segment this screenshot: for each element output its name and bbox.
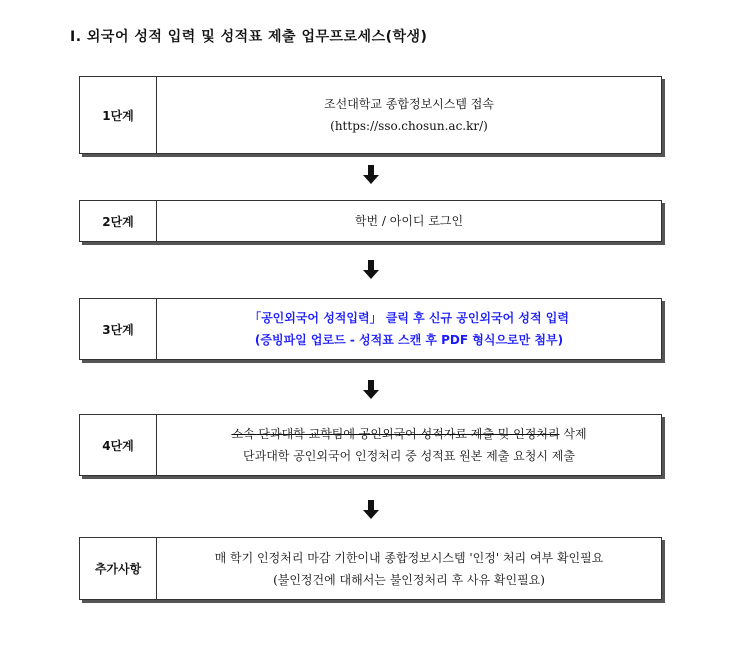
arrow-down-icon [362, 165, 380, 185]
step-content [157, 299, 661, 359]
step-line [231, 423, 586, 445]
arrow-down-icon [362, 260, 380, 280]
step-line: 「공인외국어 성적입력」 클릭 후 신규 공인외국어 성적 입력 [249, 311, 569, 325]
page-title: I. 외국어 성적 입력 및 성적표 제출 업무프로세스(학생) [70, 29, 428, 45]
arrow-down-icon [362, 500, 380, 520]
step-4-box [79, 414, 662, 476]
step-content [157, 77, 661, 153]
delete-note: 삭제 [559, 427, 587, 441]
step-2-box [79, 200, 662, 242]
step-label: 3단계 [80, 299, 157, 359]
step-line: 단과대학 공인외국어 인정처리 중 성적표 원본 제출 요청시 제출 [243, 449, 575, 463]
step-label: 2단계 [80, 201, 157, 241]
step-3-box [79, 298, 662, 360]
step-line: 학번 / 아이디 로그인 [354, 214, 464, 228]
step-label: 추가사항 [80, 538, 157, 599]
step-line: (https://sso.chosun.ac.kr/) [330, 119, 488, 133]
step-label: 4단계 [80, 415, 157, 475]
step-line: (증빙파일 업로드 - 성적표 스캔 후 PDF 형식으로만 첨부) [254, 333, 564, 347]
step-label: 1단계 [80, 77, 157, 153]
step-content [157, 538, 661, 599]
step-content [157, 415, 661, 475]
struck-text: 소속 단과대학 교학팀에 공인외국어 성적자료 제출 및 인정처리 [231, 427, 560, 441]
step-extra-box [79, 537, 662, 600]
step-line: 매 학기 인정처리 마감 기한이내 종합정보시스템 '인정' 처리 여부 확인필요 [214, 550, 604, 565]
step-line: (불인정건에 대해서는 불인정처리 후 사유 확인필요) [273, 572, 545, 587]
arrow-down-icon [362, 380, 380, 400]
step-content [157, 201, 661, 241]
step-line: 조선대학교 종합정보시스템 접속 [324, 97, 494, 111]
step-1-box [79, 76, 662, 154]
